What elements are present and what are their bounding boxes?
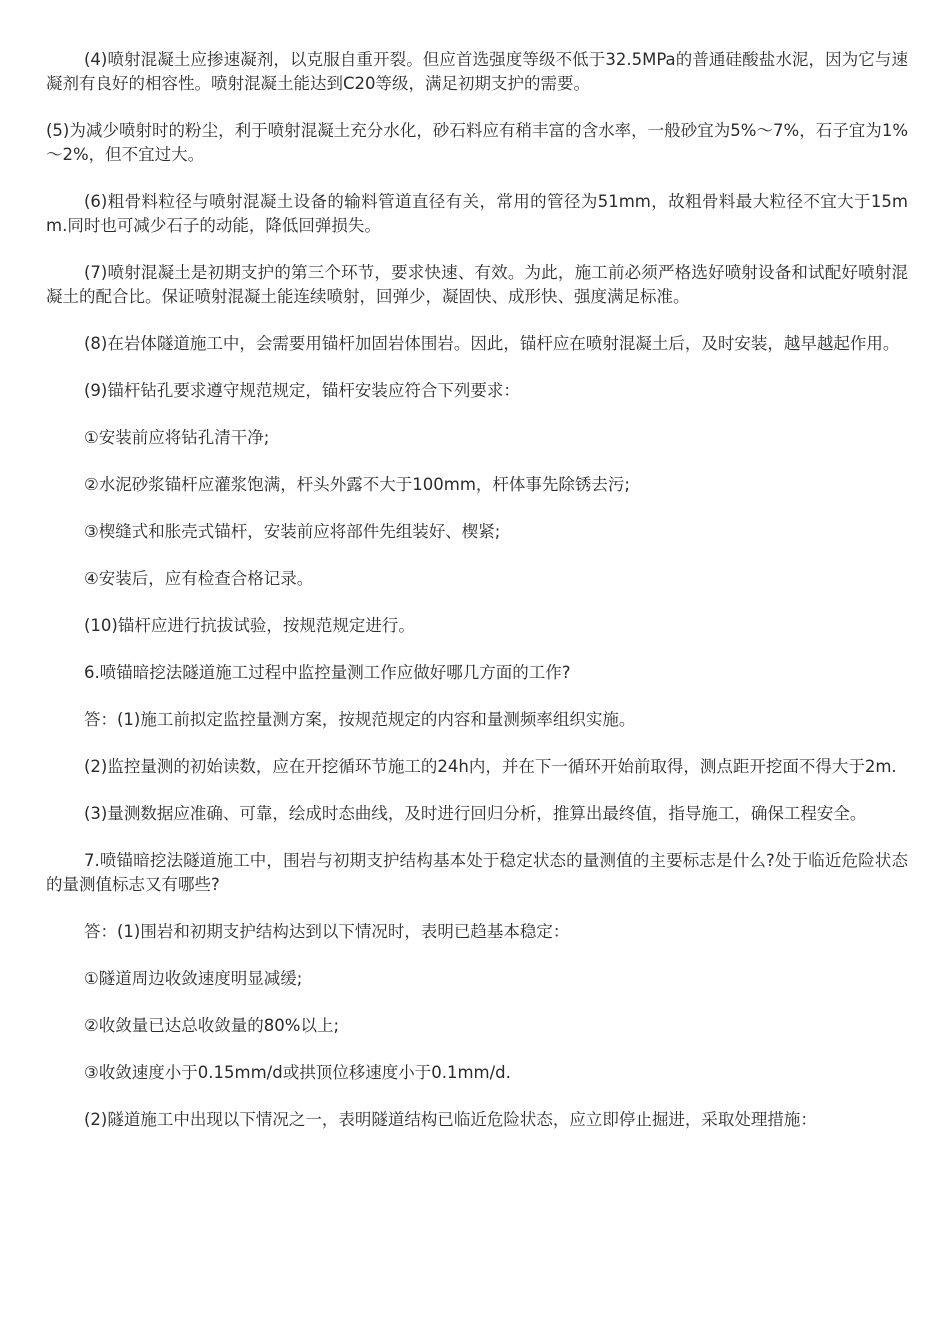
paragraph-item-6: (6)粗骨料粒径与喷射混凝土设备的输料管道直径有关，常用的管径为51mm，故粗骨料最大粒径不宜大于15mm.同时也可减少石子的动能，降低回弹损失。 xyxy=(46,192,908,235)
paragraph-item-9: (9)锚杆钻孔要求遵守规范规定，锚杆安装应符合下列要求： xyxy=(84,381,520,400)
list-item-1: ①安装前应将钻孔清干净; xyxy=(84,428,270,447)
paragraph-item-4: (4)喷射混凝土应掺速凝剂，以克服自重开裂。但应首选强度等级不低于32.5MPa的普通硅酸盐水泥，因为它与速凝剂有良好的相容性。喷射混凝土能达到C20等级，满足初期支护的需要。 xyxy=(46,50,908,93)
paragraph-item-8: (8)在岩体隧道施工中，会需要用锚杆加固岩体围岩。因此，锚杆应在喷射混凝土后，及时安装，越早越起作用。 xyxy=(84,334,900,353)
list-item-1: ①隧道周边收敛速度明显减缓; xyxy=(84,969,303,988)
paragraph-item-10: (10)锚杆应进行抗拔试验，按规范规定进行。 xyxy=(84,616,415,635)
list-item-4: ④安装后，应有检查合格记录。 xyxy=(84,569,314,588)
paragraph-item-7: (7)喷射混凝土是初期支护的第三个环节，要求快速、有效。为此，施工前必须严格选好喷射设备和试配好喷射混凝土的配合比。保证喷射混凝土能连续喷射，回弹少，凝固快、成形快、强度满足标准。 xyxy=(46,263,908,306)
list-item-3: ③收敛速度小于0.15mm/d或拱顶位移速度小于0.1mm/d. xyxy=(84,1063,511,1082)
list-item-3: ③楔缝式和胀壳式锚杆，安装前应将部件先组装好、楔紧; xyxy=(84,522,501,541)
paragraph-item-5: (5)为减少喷射时的粉尘，利于喷射混凝土充分水化，砂石料应有稍丰富的含水率，一般砂宜为5%～7%，石子宜为1%～2%，但不宜过大。 xyxy=(46,121,908,164)
list-item-2: ②水泥砂浆锚杆应灌浆饱满，杆头外露不大于100mm，杆体事先除锈去污; xyxy=(84,475,630,494)
answer-6-3: (3)量测数据应准确、可靠，绘成时态曲线，及时进行回归分析，推算出最终值，指导施工，确保工程安全。 xyxy=(84,804,867,823)
document-page xyxy=(46,48,908,1155)
answer-7-1: 答：(1)围岩和初期支护结构达到以下情况时，表明已趋基本稳定： xyxy=(84,922,570,941)
question-7: 7.喷锚暗挖法隧道施工中，围岩与初期支护结构基本处于稳定状态的量测值的主要标志是什么?处于临近危险状态的量测值标志又有哪些? xyxy=(46,851,908,894)
list-item-2: ②收敛量已达总收敛量的80%以上; xyxy=(84,1016,340,1035)
answer-6-1: 答：(1)施工前拟定监控量测方案，按规范规定的内容和量测频率组织实施。 xyxy=(84,710,636,729)
answer-6-2: (2)监控量测的初始读数，应在开挖循环节施工的24h内，并在下一循环开始前取得，测点距开挖面不得大于2m. xyxy=(84,757,897,776)
question-6: 6.喷锚暗挖法隧道施工过程中监控量测工作应做好哪几方面的工作? xyxy=(84,663,571,682)
answer-7-2: (2)隧道施工中出现以下情况之一，表明隧道结构已临近危险状态，应立即停止掘进，采取处理措施： xyxy=(84,1110,817,1129)
